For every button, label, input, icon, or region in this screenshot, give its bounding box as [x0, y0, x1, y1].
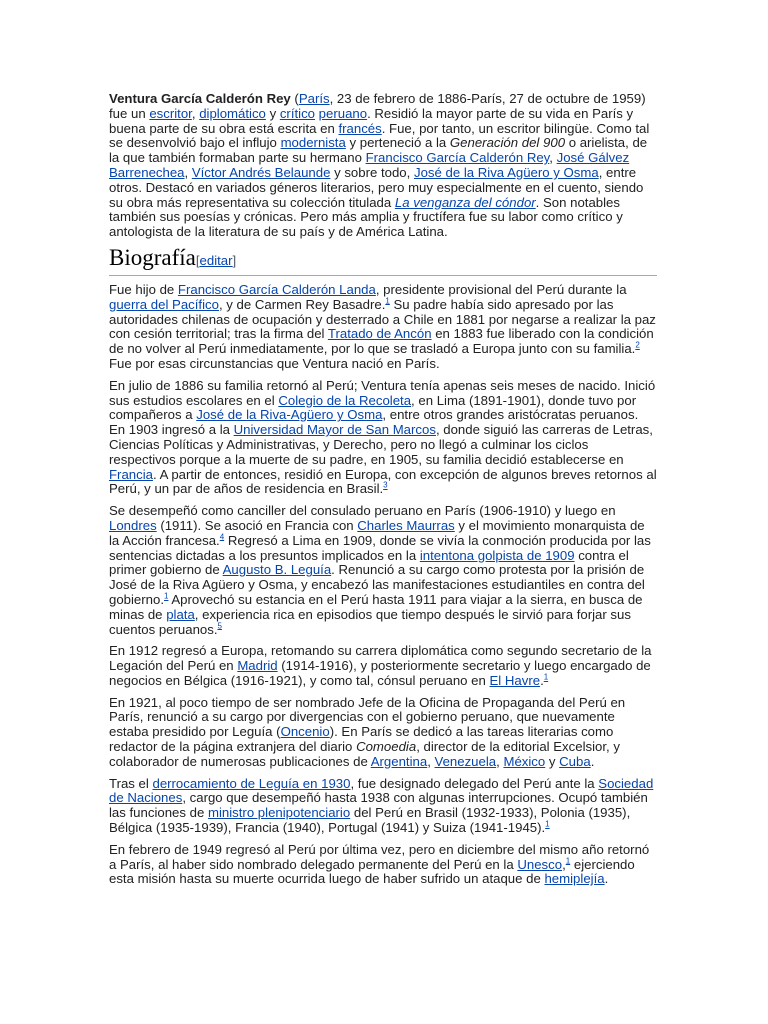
- italic-text: Comoedia: [356, 739, 417, 755]
- article-link[interactable]: Francia: [109, 466, 153, 482]
- text-run: , 23 de febrero de 1886-París, 27 de octubre de 1959) fue un: [109, 91, 646, 121]
- text-run: Aprovechó su estancia en el Perú hasta 1911 para viajar a la sierra, en busca de minas de: [109, 591, 643, 622]
- article-body: [109, 92, 657, 894]
- text-run: ,: [184, 164, 192, 180]
- text-run: , entre otros. Destacó en variados géneros literarios, pero muy especialmente en el cuento, siendo su obra más representativa su colección titulada: [109, 164, 644, 210]
- article-link[interactable]: hemiplejía: [544, 871, 605, 887]
- article-link[interactable]: modernista: [280, 135, 346, 151]
- article-link[interactable]: plata: [166, 606, 195, 622]
- article-link[interactable]: Francisco García Calderón Landa: [177, 281, 376, 297]
- text-run: En febrero de 1949 regresó al Perú por última vez, pero en diciembre del mismo año retornó a París, al haber sido nombrado delegado permanente del Perú en la: [109, 841, 650, 872]
- article-link[interactable]: Colegio de la Recoleta: [278, 392, 412, 408]
- article-link[interactable]: Cuba: [559, 753, 591, 769]
- text-run: ,: [191, 105, 200, 121]
- article-link[interactable]: guerra del Pacífico: [109, 296, 219, 312]
- citation-link[interactable]: 1: [543, 672, 549, 682]
- article-link[interactable]: crítico: [279, 105, 315, 121]
- text-run: contra el primer gobierno de: [109, 547, 629, 578]
- article-link[interactable]: Víctor Andrés Belaunde: [191, 164, 331, 180]
- article-link[interactable]: Madrid: [237, 658, 278, 674]
- article-link[interactable]: La venganza del cóndor: [394, 194, 536, 210]
- body-paragraph: [109, 283, 657, 372]
- text-run: , experiencia rica en episodios que tiempo después le sirvió para forjar sus cuentos peruanos.: [109, 606, 631, 637]
- citation-link[interactable]: 1: [545, 819, 550, 829]
- article-link[interactable]: Argentina: [370, 753, 428, 769]
- text-run: Regresó a Lima en 1909, donde se vivía la conmoción producida por las sentencias dictadas a los presuntos implicados en la: [109, 532, 651, 563]
- article-link[interactable]: escritor: [149, 105, 192, 121]
- article-link[interactable]: José Gálvez Barrenechea: [109, 150, 630, 180]
- text-run: . A partir de entonces, residió en Europa, con excepción de algunos breves retornos al Perú, y un par de años de residencia en Brasil.: [109, 466, 657, 497]
- citation-link[interactable]: 1: [164, 591, 169, 601]
- text-run: en 1883 fue liberado con la condición de no volver al Perú inmediatamente, por lo que se trasladó a Europa junto con su familia.: [109, 326, 654, 357]
- text-run: (: [290, 91, 299, 106]
- text-run: y sobre todo,: [330, 164, 414, 180]
- article-link[interactable]: intentona golpista de 1909: [419, 547, 575, 563]
- edit-section-link[interactable]: editar: [199, 252, 233, 268]
- text-run: Fue hijo de: [109, 281, 178, 297]
- text-run: .: [604, 871, 609, 887]
- text-run: , entre otros grandes aristócratas peruanos. En 1903 ingresó a la: [109, 407, 639, 438]
- article-link[interactable]: derrocamiento de Leguía en 1930: [152, 775, 351, 791]
- text-run: del Perú en Brasil (1932-1933), Polonia (1935), Bélgica (1935-1939), Francia (1940), Portugal (1941) y Suiza (1941-1945).: [109, 805, 631, 836]
- text-run: Se desempeñó como canciller del consulado peruano en París (1906-1910) y luego en: [109, 503, 616, 519]
- text-run: . Son notables también sus poesías y crónicas. Pero más amplia y fructífera fue su labor como crítico y antologista de la literatura de su país y de América Latina.: [109, 194, 623, 240]
- text-run: , donde siguió las carreras de Letras, Ciencias Políticas y Administrativas, y Derecho, pero no llegó a culminar los ciclos respectivos porque a la muerte de su padre, en 1905, su familia decidió establecerse en: [109, 422, 653, 467]
- text-run: Fue por esas circunstancias que Ventura nació en París.: [109, 355, 440, 371]
- body-paragraph: [109, 504, 657, 637]
- text-run: ejerciendo esta misión hasta su muerte ocurrida luego de haber sufrido un ataque de: [109, 856, 635, 887]
- text-run: Su padre había sido apresado por las autoridades chilenas de ocupación y desterrado a Chile en 1881 por negarse a realizar la paz con cesión territorial; tras la firma del: [109, 296, 656, 342]
- text-run: . Fue, por tanto, un escritor bilingüe. Como tal se desenvolvió bajo el influjo: [109, 120, 650, 151]
- article-link[interactable]: diplomático: [199, 105, 266, 121]
- citation-superscript: [544, 673, 548, 682]
- citation-superscript: [218, 621, 222, 630]
- edit-section-control: [196, 253, 236, 268]
- text-run: y perteneció a la: [345, 135, 450, 151]
- text-run: (1914-1916), y posteriormente secretario y luego encargado de negocios en Bélgica (1916-1921), y como tal, cónsul peruano en: [109, 658, 651, 688]
- citation-link[interactable]: 1: [385, 296, 390, 306]
- citation-link[interactable]: 3: [383, 480, 388, 490]
- text-run: , fue designado delegado del Perú ante la: [350, 775, 599, 791]
- text-run: , en Lima (1891-1901), donde tuvo por compañeros a: [109, 392, 637, 423]
- article-link[interactable]: París: [298, 91, 330, 106]
- text-run: y: [265, 105, 280, 121]
- citation-superscript: [383, 481, 387, 490]
- article-link[interactable]: Oncenio: [280, 724, 330, 740]
- article-link[interactable]: Sociedad de Naciones: [109, 775, 654, 806]
- article-link[interactable]: Augusto B. Leguía: [222, 562, 332, 578]
- citation-link[interactable]: 5: [217, 621, 222, 631]
- article-link[interactable]: Francisco García Calderón Rey: [365, 150, 550, 166]
- article-link[interactable]: Universidad Mayor de San Marcos: [233, 422, 436, 438]
- article-link[interactable]: México: [503, 753, 546, 769]
- article-link[interactable]: francés: [338, 120, 382, 136]
- text-run: , presidente provisional del Perú durante la: [375, 281, 627, 297]
- section-heading-biografia: [109, 244, 657, 276]
- text-run: ,: [562, 856, 566, 872]
- text-run: , y de Carmen Rey Basadre.: [218, 296, 386, 312]
- article-link[interactable]: Charles Maurras: [357, 517, 455, 533]
- article-link[interactable]: José de la Riva-Agüero y Osma: [196, 407, 383, 423]
- section-title: Biografía: [109, 244, 196, 270]
- edit-bracket-close: ]: [232, 252, 237, 268]
- text-run: ). En París se dedicó a las tareas literarias como redactor de la página extranjera del diario: [109, 724, 614, 755]
- text-run: En 1921, al poco tiempo de ser nombrado Jefe de la Oficina de Propaganda del Perú en París, renunció a su cargo por divergencias con el gobierno peruano, que nuevamente estaba presidido por Leguía (: [109, 694, 626, 740]
- text-run: .: [540, 672, 544, 688]
- text-run: . Renunció a su cargo como protesta por la prisión de José de la Riva Agüero y Osma, y encabezó las manifestaciones estudiantiles en contra del gobierno.: [109, 562, 645, 607]
- text-run: y el movimiento monarquista de la Acción francesa.: [109, 517, 645, 548]
- text-run: ,: [427, 753, 435, 769]
- article-link[interactable]: Londres: [109, 517, 157, 533]
- article-link[interactable]: Tratado de Ancón: [327, 326, 432, 342]
- body-paragraph: [109, 843, 657, 887]
- article-link[interactable]: Venezuela: [434, 753, 497, 769]
- intro-paragraph: [109, 92, 657, 240]
- text-run: , cargo que desempeñó hasta 1938 con algunas interrupciones. Ocupó también las funciones de: [109, 790, 648, 821]
- text-run: ,: [549, 150, 557, 166]
- citation-superscript: [635, 341, 639, 350]
- edit-bracket-open: [: [195, 252, 200, 268]
- body-paragraph: [109, 777, 657, 836]
- text-run: o arielista, de la que también formaban parte su hermano: [109, 135, 648, 166]
- text-run: . Residió la mayor parte de su vida en París y buena parte de su obra está escrita en: [109, 105, 634, 136]
- citation-link[interactable]: 1: [565, 856, 571, 866]
- citation-link[interactable]: 4: [219, 532, 225, 542]
- article-link[interactable]: José de la Riva Agüero y Osma: [413, 164, 599, 180]
- article-link[interactable]: El Havre: [489, 672, 541, 688]
- text-run: En julio de 1886 su familia retornó al Perú; Ventura tenía apenas seis meses de nacido. Inició sus estudios escolares en el: [109, 377, 656, 408]
- text-run: , director de la editorial Excelsior, y colaborador de numerosas publicaciones de: [109, 739, 620, 769]
- italic-text: Generación del 900: [449, 135, 566, 151]
- body-paragraph: [109, 644, 657, 688]
- text-run: En 1912 regresó a Europa, retomando su carrera diplomática como segundo secretario de la Legación del Perú en: [109, 643, 652, 674]
- article-link[interactable]: Unesco: [517, 856, 563, 872]
- text-run: Tras el: [109, 775, 153, 791]
- text-run: .: [590, 753, 595, 769]
- article-link[interactable]: peruano: [318, 105, 368, 121]
- citation-link[interactable]: 2: [635, 340, 640, 350]
- text-run: y: [545, 753, 560, 769]
- text-run: (1911). Se asoció en Francia con: [156, 517, 358, 533]
- article-subject-name: Ventura García Calderón Rey: [109, 91, 291, 106]
- text-run: ,: [496, 753, 504, 769]
- citation-superscript: [545, 820, 549, 829]
- article-link[interactable]: ministro plenipotenciario: [207, 805, 351, 821]
- body-paragraph: [109, 696, 657, 770]
- body-paragraph: [109, 379, 657, 497]
